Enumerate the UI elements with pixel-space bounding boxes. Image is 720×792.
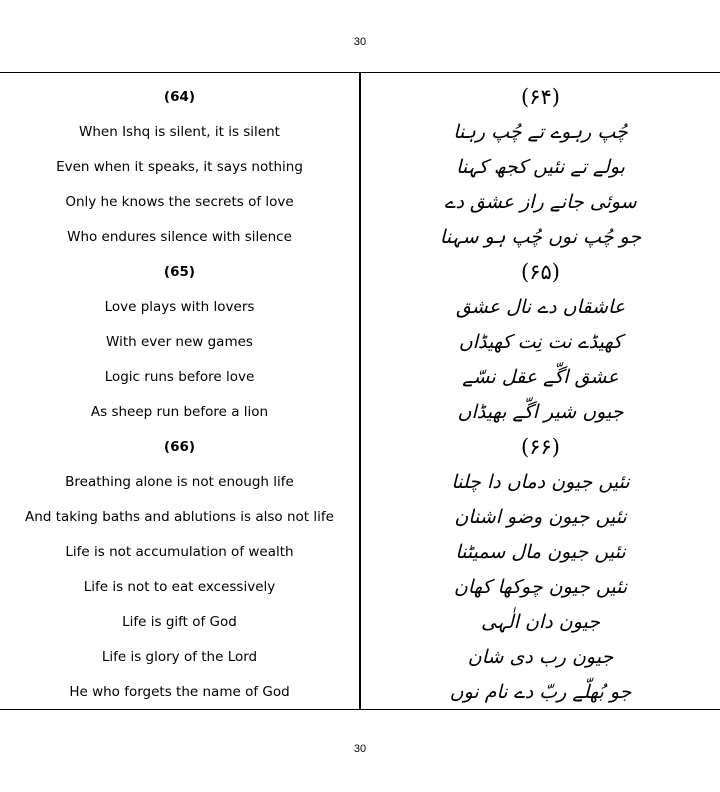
- shahmukhi-verse-line: عاشقاں دے نال عشق: [455, 295, 626, 318]
- shahmukhi-verse-number: (۶۴): [521, 84, 560, 109]
- english-verse-line: With ever new games: [106, 333, 253, 350]
- shahmukhi-verse-line: عشق اگّے عقل نسّے: [462, 365, 619, 388]
- english-verse-line: Life is glory of the Lord: [101, 648, 258, 665]
- english-verse-line: Even when it speaks, it says nothing: [56, 158, 303, 175]
- page-number-top: 30: [353, 36, 367, 48]
- shahmukhi-verse-number: (۶۵): [521, 259, 560, 284]
- english-verse-line: And taking baths and ablutions is also not life: [25, 508, 334, 525]
- english-verse-line: He who forgets the name of God: [69, 683, 290, 700]
- english-verse-line: Only he knows the secrets of love: [65, 193, 294, 210]
- shahmukhi-verse-line: نئیں جیون دماں دا چلنا: [451, 470, 630, 493]
- english-verse-line: Who endures silence with silence: [67, 228, 292, 245]
- shahmukhi-verse-line: سوئی جانے راز عشق دے: [444, 190, 637, 213]
- shahmukhi-verse-number: (۶۶): [521, 434, 560, 459]
- shahmukhi-verse-line: جیون دان الٰہی: [480, 610, 601, 633]
- shahmukhi-verse-line: چُپ رہوے تے چُپ رہنا: [453, 120, 628, 143]
- english-verse-line: Logic runs before love: [104, 368, 255, 385]
- english-verse-number: (66): [163, 438, 196, 455]
- shahmukhi-verse-line: نئیں جیون چوکھا کھان: [453, 575, 628, 598]
- shahmukhi-verse-line: نئیں جیون وضو اشنان: [454, 505, 627, 528]
- shahmukhi-verse-line: بولے تے نئیں کجھ کہنا: [456, 155, 625, 178]
- page-number-bottom: 30: [353, 743, 367, 755]
- english-verse-line: Life is not to eat excessively: [83, 578, 276, 595]
- english-translation-column: [0, 79, 359, 709]
- english-verse-line: When Ishq is silent, it is silent: [79, 123, 280, 140]
- english-verse-line: Breathing alone is not enough life: [65, 473, 294, 490]
- english-verse-line: Love plays with lovers: [104, 298, 255, 315]
- shahmukhi-verse-line: نئیں جیون مال سمیٹنا: [455, 540, 626, 563]
- shahmukhi-verse-column: [361, 79, 720, 709]
- shahmukhi-verse-line: جیون رب دی شان: [467, 645, 614, 668]
- english-verse-line: As sheep run before a lion: [90, 403, 269, 420]
- english-verse-number: (64): [163, 88, 196, 105]
- english-verse-line: Life is not accumulation of wealth: [65, 543, 294, 560]
- verse-table: [0, 72, 720, 710]
- english-verse-line: Life is gift of God: [122, 613, 237, 630]
- shahmukhi-verse-line: جو چُپ نوں چُپ ہو سہنا: [439, 225, 642, 248]
- shahmukhi-verse-line: کھیڈے نت نِت کھیڈاں: [458, 330, 623, 353]
- shahmukhi-verse-line: جیوں شیر اگّے بھیڈاں: [457, 400, 624, 423]
- english-verse-number: (65): [163, 263, 196, 280]
- shahmukhi-verse-line: جو بُھلّے ربّ دے نام نوں: [449, 680, 632, 703]
